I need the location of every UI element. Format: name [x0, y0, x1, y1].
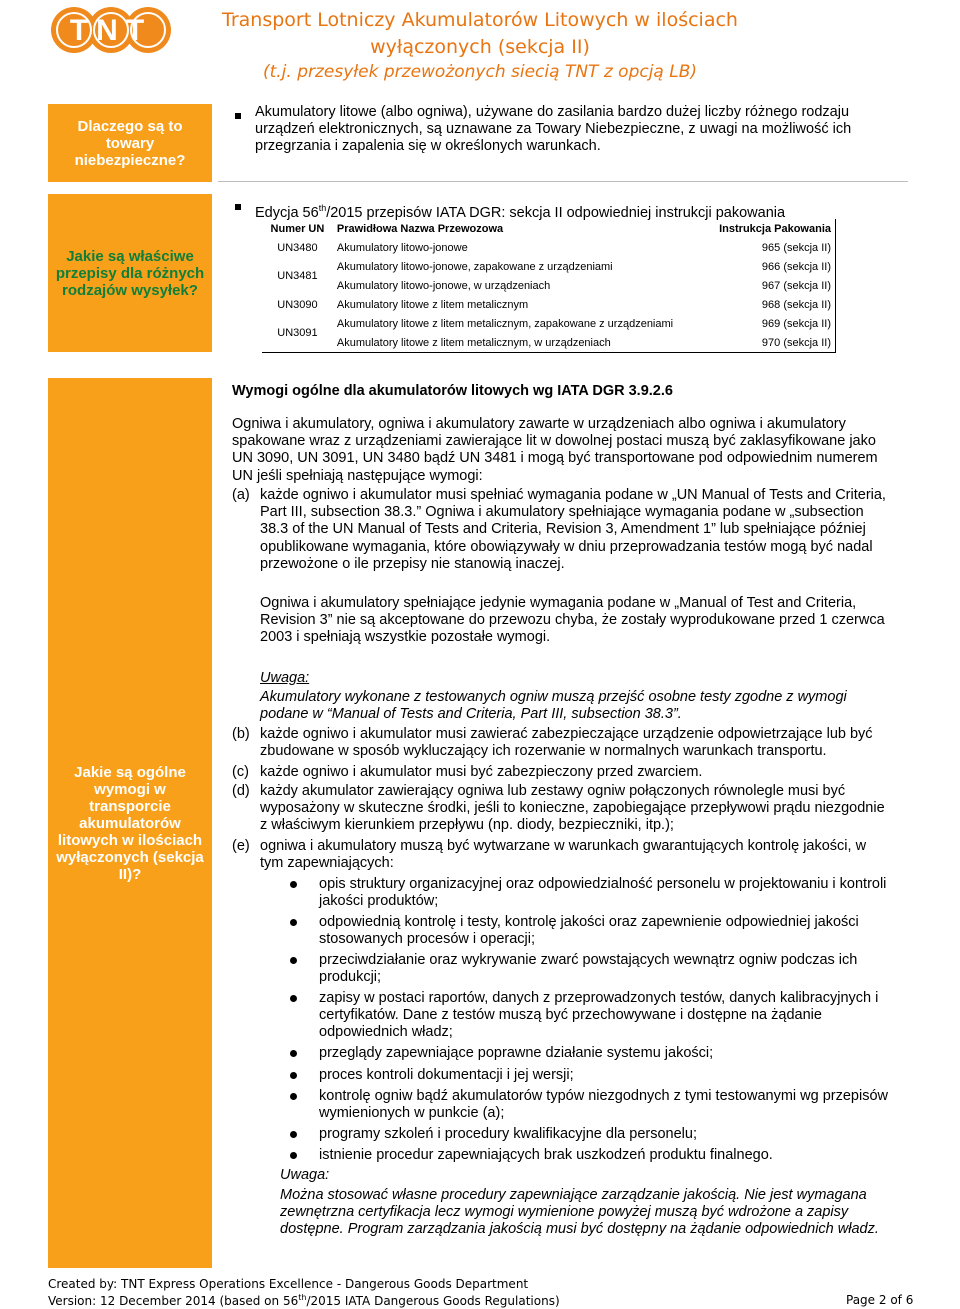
list-item: opis struktury organizacyjnej oraz odpowiedzialność personelu w projektowaniu i kontroli jakości produktów; [319, 876, 887, 910]
list-item: programy szkoleń i procedury kwalifikacyjne dla personelu; [319, 1126, 697, 1142]
page-number: Page 2 of 6 [846, 1293, 914, 1307]
bullet-icon [290, 1050, 297, 1057]
divider [218, 181, 908, 182]
note2-title: Uwaga: [280, 1167, 330, 1183]
table-row: UN3090 Akumulatory litowe z litem metalicznym 968 (sekcja II) [277, 298, 831, 311]
footer-version: Version: 12 December 2014 (based on 56th/2015 IATA Dangerous Goods Regulations) [48, 1293, 560, 1308]
item-d-label: (d) [232, 783, 250, 799]
table-row: Akumulatory litowe z litem metalicznym, w urządzeniach 970 (sekcja II) [336, 336, 831, 349]
bullet-icon [290, 919, 297, 926]
note2-text: Można stosować własne procedury zapewniające zarządzanie jakością. Nie jest wymagana zewnętrzna certyfikacja lecz wymogi wymienione powyżej muszą być wdrożone a zapisy dostępne. Program zarządzania jakością musi być dostępny na żądanie odpowiednich władz. [280, 1187, 879, 1238]
square-bullet-icon [235, 204, 241, 210]
list-item: kontrolę ogniw bądź akumulatorów typów niezgodnych z tymi testowanymi wg przepisów wymienionych w punkcie (a); [319, 1088, 888, 1122]
footer-created-by: Created by: TNT Express Operations Excellence - Dangerous Goods Department [48, 1277, 529, 1291]
table-row: UN3481 Akumulatory litowo-jonowe, zapakowane z urządzeniami 966 (sekcja II) [277, 260, 831, 282]
table-header-un: Numer UN [270, 222, 325, 235]
bullet-icon [290, 881, 297, 888]
section-label-general: Jakie są ogólne wymogi w transporcie akumulatorów litowych w ilościach wyłączonych (sekcja II)? [48, 378, 212, 1268]
table-header-pi: Instrukcja Pakowania [719, 222, 831, 235]
tnt-logo [48, 4, 174, 56]
list-item: odpowiednią kontrolę i testy, kontrolę jakości oraz zapewnienie odpowiedniej jakości stosowanych procesów i operacji; [319, 914, 859, 948]
bullet-icon [290, 1131, 297, 1138]
bullet-icon [290, 1093, 297, 1100]
list-item: istnienie procedur zapewniających brak uszkodzeń produktu finalnego. [319, 1147, 773, 1163]
table-header-name: Prawidłowa Nazwa Przewozowa [336, 222, 504, 235]
list-item: przeciwdziałanie oraz wykrywanie zwarć powstających wewnątrz ogniw podczas ich produkcji; [319, 952, 858, 986]
table-row: Akumulatory litowo-jonowe, w urządzeniach 967 (sekcja II) [336, 279, 831, 292]
list-item: proces kontroli dokumentacji i jej wersji; [319, 1067, 574, 1083]
section-label-rules: Jakie są właściwe przepisy dla różnych rodzajów wysyłek? [48, 194, 212, 352]
page-title-line1: Transport Lotniczy Akumulatorów Litowych w ilościach [222, 9, 738, 31]
packing-instruction-table [262, 219, 836, 353]
page-subtitle: (t.j. przesyłek przewożonych siecią TNT z opcją LB) [262, 62, 698, 82]
item-c-text: każde ogniwo i akumulator musi być zabezpieczony przed zwarciem. [260, 764, 703, 780]
list-item: przeglądy zapewniające poprawne działanie systemu jakości; [319, 1045, 714, 1061]
item-a-label: (a) [232, 487, 250, 503]
item-b-text: każde ogniwo i akumulator musi zawierać zabezpieczające urządzenie odpowietrzające lub być zbudowane w sposób wykluczający ich rozerwanie w normalnych warunkach transportu. [260, 726, 873, 760]
item-c-label: (c) [232, 764, 249, 780]
table-row: UN3091 Akumulatory litowe z litem metalicznym, zapakowane z urządzeniami 969 (sekcja II) [277, 317, 831, 339]
general-p2: Ogniwa i akumulatory spełniające jedynie wymagania podane w „Manual of Test and Criteria, Revision 3” nie są akceptowane do przewozu chyba, że zostały wyprodukowane przed 1 czerwca 2003 i spełniają wszystkie pozostałe wymogi. [260, 595, 885, 646]
list-item: zapisy w postaci raportów, danych z przeprowadzonych testów, danych kalibracyjnych i certyfikatów. Dane z testów muszą być przechowywane i dostępne na żądanie odpowiednich władz; [319, 990, 879, 1041]
bullet-icon [290, 1072, 297, 1079]
item-b-label: (b) [232, 726, 250, 742]
bullet-icon [290, 1152, 297, 1159]
item-e-label: (e) [232, 838, 250, 854]
rules-intro: Edycja 56th/2015 przepisów IATA DGR: sekcja II odpowiedniej instrukcji pakowania [255, 203, 786, 221]
svg-text:TNT: TNT [69, 14, 153, 47]
note1-title: Uwaga: [260, 670, 310, 686]
general-p1: Ogniwa i akumulatory, ogniwa i akumulatory zawarte w urządzeniach albo ogniwa i akumulatory spakowane wraz z urządzeniami zawierające lit w dowolnej postaci muszą być zaklasyfikowane jako UN 3090, UN 3091, UN 3480 bądź UN 3481 i mogą być transportowane pod odpowiednim numerem UN jeśli spełniają następujące wymogi: [232, 416, 878, 484]
note1-text: Akumulatory wykonane z testowanych ogniw muszą przejść osobne testy zgodne z wymogi podane w “Manual of Tests and Criteria, Part III, subsection 38.3”. [260, 689, 847, 723]
item-a-text: każde ogniwo i akumulator musi spełniać wymagania podane w „UN Manual of Tests and Criteria, Part III, subsection 38.3.” Ogniwa i akumulatory spełniające wymagania podane w „subsection 38.3 of the UN Manual of Tests and Criteria, Revision 3, Amendment 1” lub spełniające później opublikowane wymagania, które obowiązywały w dniu przeprowadzania testów mogą być nadal przewożone o ile przepisy nie stanowią inaczej. [260, 487, 886, 572]
section-label-why: Dlaczego są to towary niebezpieczne? [48, 104, 212, 182]
general-heading: Wymogi ogólne dla akumulatorów litowych wg IATA DGR 3.9.2.6 [232, 383, 673, 399]
item-d-text: każdy akumulator zawierający ogniwa lub zestawy ogniw połączonych równolegle musi być wyposażony w skuteczne środki, jeśli to konieczne, zapobiegające przepływowi prądu niezgodnie z właściwym kierunkiem przepływu (np. diody, bezpieczniki, itp.); [260, 783, 885, 834]
square-bullet-icon [235, 113, 241, 119]
why-text: Akumulatory litowe (albo ogniwa), używane do zasilania bardzo dużej liczby różnego rodzaju urządzeń elektronicznych, są uznawane za Towary Niebezpieczne, z uwagi na możliwość ich przegrzania i zapalenia się w określonych warunkach. [255, 104, 852, 155]
table-row: UN3480 Akumulatory litowo-jonowe 965 (sekcja II) [277, 241, 831, 254]
item-e-text: ogniwa i akumulatory muszą być wytwarzane w warunkach gwarantujących kontrolę jakości, w tym zapewniających: [260, 838, 867, 872]
page-title-line2: wyłączonych (sekcja II) [370, 36, 590, 58]
bullet-icon [290, 957, 297, 964]
bullet-icon [290, 995, 297, 1002]
